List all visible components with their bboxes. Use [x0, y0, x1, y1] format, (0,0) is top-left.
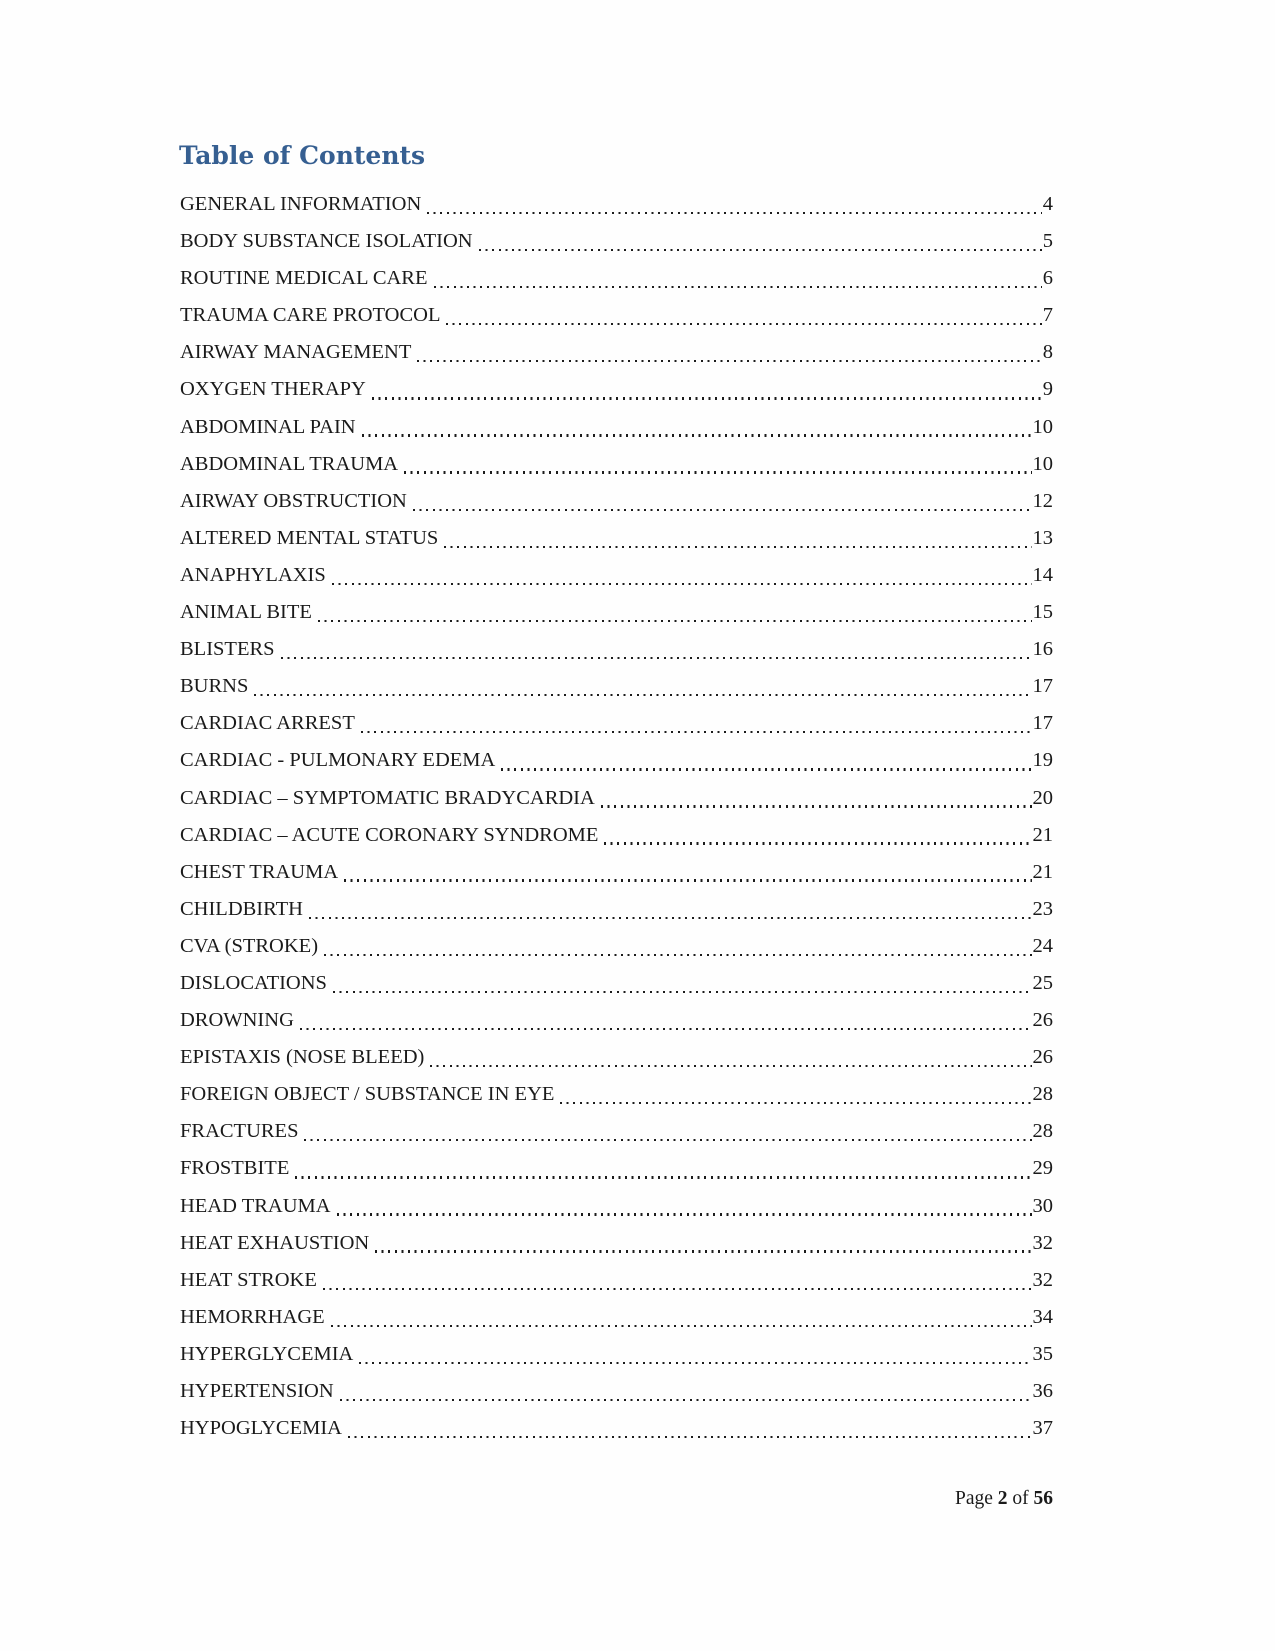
toc-entry-title: HEMORRHAGE [180, 1305, 325, 1328]
toc-entry-page-number: 12 [1032, 489, 1053, 512]
toc-entry [180, 742, 1053, 779]
toc-entry-page-number: 19 [1032, 749, 1053, 772]
toc-entry-page-number: 14 [1032, 563, 1053, 586]
toc-entry-title: FOREIGN OBJECT / SUBSTANCE IN EYE [180, 1083, 555, 1106]
dot-leader [254, 694, 1031, 696]
toc-entry [180, 705, 1053, 742]
dot-leader [375, 1250, 1031, 1252]
toc-entry [180, 1373, 1053, 1410]
toc-entry-title: EPISTAXIS (NOSE BLEED) [180, 1046, 425, 1069]
toc-entry-title: AIRWAY OBSTRUCTION [180, 489, 407, 512]
toc-entry-title: ABDOMINAL PAIN [180, 415, 356, 438]
footer-page-label: Page [954, 1488, 993, 1509]
footer-current-page: 2 [997, 1488, 1008, 1509]
toc-entry [180, 891, 1053, 928]
toc-entry-title: ALTERED MENTAL STATUS [180, 526, 439, 549]
toc-entry [180, 1410, 1053, 1447]
toc-entry-page-number: 32 [1032, 1268, 1053, 1291]
toc-entry-title: DROWNING [180, 1009, 294, 1032]
toc-entry-page-number: 28 [1032, 1083, 1053, 1106]
toc-entry [180, 1076, 1053, 1113]
toc-entry [180, 260, 1053, 297]
toc-entry-page-number: 7 [1042, 304, 1053, 327]
toc-entry-title: CVA (STROKE) [180, 934, 319, 957]
toc-entry-title: CHEST TRAUMA [180, 860, 339, 883]
toc-entry-title: CARDIAC – ACUTE CORONARY SYNDROME [180, 823, 599, 846]
toc-entry-page-number: 10 [1032, 452, 1053, 475]
dot-leader [318, 620, 1032, 622]
toc-heading: Table of Contents [179, 141, 426, 170]
dot-leader [413, 509, 1032, 511]
toc-entry-title: CHILDBIRTH [180, 897, 303, 920]
toc-entry [180, 520, 1053, 557]
dot-leader [295, 1176, 1031, 1178]
toc-entry [180, 1336, 1053, 1373]
dot-leader [324, 954, 1031, 956]
dot-leader [417, 360, 1041, 362]
toc-entry-title: CARDIAC ARREST [180, 712, 355, 735]
toc-entry [180, 446, 1053, 483]
toc-entry-page-number: 28 [1032, 1120, 1053, 1143]
toc-entry-title: GENERAL INFORMATION [180, 193, 422, 215]
dot-leader [501, 768, 1031, 770]
toc-entry-page-number: 26 [1032, 1009, 1053, 1032]
toc-entry-page-number: 35 [1032, 1342, 1053, 1365]
footer-total-pages: 56 [1033, 1488, 1053, 1509]
dot-leader [309, 917, 1032, 919]
toc-entry-page-number: 36 [1032, 1380, 1053, 1402]
dot-leader [404, 471, 1031, 473]
toc-entry [180, 1039, 1053, 1076]
toc-entry [180, 594, 1053, 631]
toc-entry [180, 668, 1053, 705]
toc-entry-title: ROUTINE MEDICAL CARE [180, 267, 428, 290]
toc-entry [180, 1002, 1053, 1039]
toc-entry [180, 1113, 1053, 1150]
toc-entry-title: CARDIAC – SYMPTOMATIC BRADYCARDIA [180, 786, 595, 809]
toc-list [180, 186, 1053, 1447]
dot-leader [300, 1028, 1032, 1030]
dot-leader [332, 583, 1032, 585]
toc-entry [180, 1150, 1053, 1187]
toc-entry [180, 928, 1053, 965]
toc-entry-page-number: 25 [1032, 971, 1053, 994]
toc-entry [180, 965, 1053, 1002]
toc-entry-title: BLISTERS [180, 638, 275, 661]
toc-entry [180, 409, 1053, 446]
toc-entry [180, 854, 1053, 891]
toc-entry-page-number: 24 [1032, 934, 1053, 957]
toc-entry-page-number: 21 [1032, 823, 1053, 846]
dot-leader [359, 1362, 1031, 1364]
toc-entry-page-number: 29 [1032, 1157, 1053, 1180]
toc-entry-title: BODY SUBSTANCE ISOLATION [180, 230, 473, 253]
toc-entry [180, 817, 1053, 854]
toc-entry-title: FROSTBITE [180, 1157, 290, 1180]
dot-leader [281, 657, 1032, 659]
toc-entry [180, 334, 1053, 371]
dot-leader [340, 1399, 1032, 1401]
page-footer [955, 1486, 1053, 1512]
dot-leader [348, 1436, 1032, 1438]
dot-leader [601, 805, 1032, 807]
toc-entry-page-number: 30 [1032, 1194, 1053, 1217]
toc-entry [180, 1225, 1053, 1262]
toc-entry [180, 186, 1053, 223]
toc-entry-title: OXYGEN THERAPY [180, 378, 366, 401]
toc-entry-title: HYPERGLYCEMIA [180, 1342, 354, 1365]
toc-entry-page-number: 6 [1042, 267, 1053, 290]
dot-leader [560, 1102, 1031, 1104]
toc-entry-title: TRAUMA CARE PROTOCOL [180, 304, 441, 327]
dot-leader [372, 397, 1042, 399]
toc-entry [180, 371, 1053, 408]
toc-entry [180, 1299, 1053, 1336]
toc-entry-title: ANAPHYLAXIS [180, 563, 326, 586]
toc-entry-page-number: 34 [1032, 1305, 1053, 1328]
toc-entry-title: BURNS [180, 675, 249, 698]
toc-entry-title: ANIMAL BITE [180, 601, 312, 624]
toc-entry-title: AIRWAY MANAGEMENT [180, 341, 412, 364]
dot-leader [444, 546, 1031, 548]
dot-leader [337, 1213, 1032, 1215]
toc-entry-page-number: 8 [1042, 341, 1053, 364]
toc-entry-page-number: 20 [1032, 786, 1053, 809]
footer-of-label: of [1012, 1488, 1029, 1509]
toc-entry-page-number: 26 [1032, 1046, 1053, 1069]
dot-leader [304, 1139, 1031, 1141]
toc-entry-title: HYPERTENSION [180, 1380, 334, 1402]
toc-entry-page-number: 17 [1032, 712, 1053, 735]
toc-entry-title: DISLOCATIONS [180, 971, 327, 994]
dot-leader [361, 731, 1032, 733]
toc-entry [180, 780, 1053, 817]
dot-leader [344, 879, 1031, 881]
toc-entry-page-number: 15 [1032, 601, 1053, 624]
dot-leader [331, 1325, 1032, 1327]
toc-entry-title: HEAT EXHAUSTION [180, 1231, 370, 1254]
toc-entry [180, 1188, 1053, 1225]
toc-entry-page-number: 23 [1032, 897, 1053, 920]
toc-entry-page-number: 4 [1042, 193, 1053, 215]
dot-leader [362, 434, 1032, 436]
toc-entry-title: HEAT STROKE [180, 1268, 317, 1291]
toc-entry-title: FRACTURES [180, 1120, 299, 1143]
dot-leader [427, 212, 1042, 214]
toc-entry [180, 631, 1053, 668]
toc-entry-page-number: 32 [1032, 1231, 1053, 1254]
dot-leader [446, 323, 1041, 325]
dot-leader [323, 1288, 1032, 1290]
toc-entry-page-number: 13 [1032, 526, 1053, 549]
toc-entry [180, 297, 1053, 334]
dot-leader [430, 1065, 1031, 1067]
toc-entry-title: HEAD TRAUMA [180, 1194, 331, 1217]
dot-leader [479, 249, 1042, 251]
dot-leader [434, 286, 1042, 288]
toc-entry [180, 557, 1053, 594]
toc-entry-title: HYPOGLYCEMIA [180, 1417, 342, 1440]
toc-entry [180, 483, 1053, 520]
toc-entry [180, 223, 1053, 260]
toc-entry [180, 1262, 1053, 1299]
toc-entry-page-number: 5 [1042, 230, 1053, 253]
dot-leader [604, 842, 1031, 844]
toc-entry-page-number: 10 [1032, 415, 1053, 438]
toc-entry-title: ABDOMINAL TRAUMA [180, 452, 399, 475]
toc-entry-page-number: 37 [1032, 1417, 1053, 1440]
toc-entry-page-number: 17 [1032, 675, 1053, 698]
toc-entry-page-number: 9 [1042, 378, 1053, 401]
dot-leader [333, 991, 1032, 993]
toc-entry-page-number: 16 [1032, 638, 1053, 661]
toc-entry-title: CARDIAC - PULMONARY EDEMA [180, 749, 496, 772]
toc-entry-page-number: 21 [1032, 860, 1053, 883]
